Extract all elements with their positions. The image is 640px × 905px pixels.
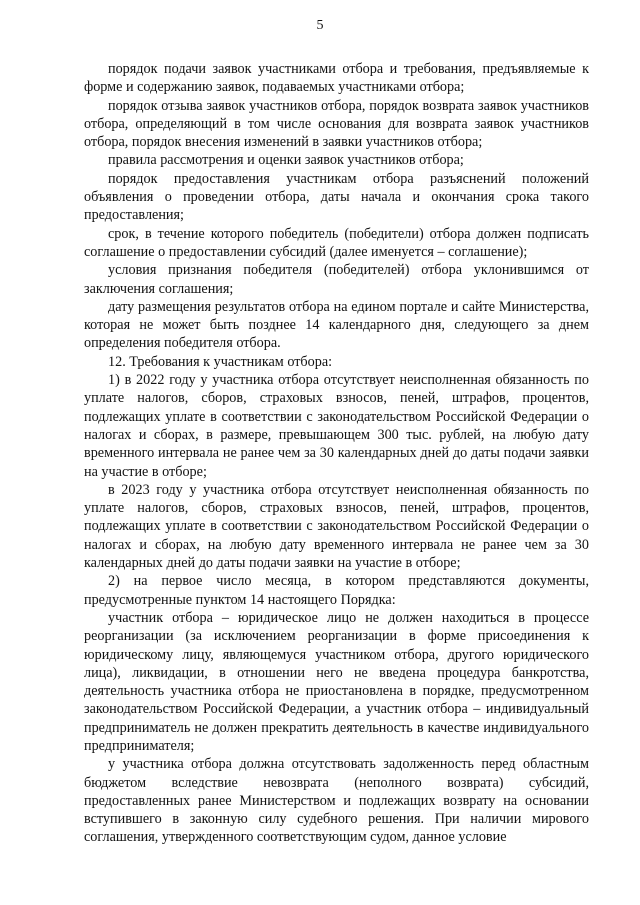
page-number: 5 <box>316 18 324 33</box>
paragraph-requirement-first-day: 2) на первое число месяца, в котором представляются документы, предусмотренные пунктом 14 настоящего Порядка: <box>84 573 589 608</box>
paragraph-review-rules: правила рассмотрения и оценки заявок участников отбора; <box>108 152 464 169</box>
paragraph-application-procedure: порядок подачи заявок участниками отбора и требования, предъявляемые к форме и содержанию заявок, подаваемых участниками отбора; <box>84 61 589 96</box>
paragraph-signing-deadline: срок, в течение которого победитель (победители) отбора должен подписать соглашение о предоставлении субсидий (далее именуется – соглашение); <box>84 225 589 260</box>
section-heading-requirements: 12. Требования к участникам отбора: <box>108 353 333 370</box>
paragraph-results-publication: дату размещения результатов отбора на едином портале и сайте Министерства, которая не может быть позднее 14 календарного дня, следующего за днем определения победителя отбора. <box>84 298 589 352</box>
paragraph-requirement-2023: в 2023 году у участника отбора отсутствует неисполненная обязанность по уплате налогов, сборов, страховых взносов, пеней, штрафов, процентов, подлежащих уплате в соответствии с законодательством Российской Федерации о налогах и сборах, на любую дату временного интервала не ранее чем за 30 календарных дней до даты подачи заявки на участие в отборе; <box>84 481 589 572</box>
paragraph-withdrawal-procedure: порядок отзыва заявок участников отбора, порядок возврата заявок участников отбора, определяющий в том числе основания для возврата заявок участников отбора, порядок внесения изменений в заявки участников отбора; <box>84 97 589 151</box>
document-body <box>84 60 589 847</box>
paragraph-legal-entity-status: участник отбора – юридическое лицо не должен находиться в процессе реорганизации (за исключением реорганизации в форме присоединения к юридическому лицу, являющемуся участником отбора, другого юридического лица), ликвидации, в отношении него не введена процедура банкротства, деятельность участника отбора не приостановлена в порядке, предусмотренном законодательством Российской Федерации, а участник отбора – индивидуальный предприниматель не должен прекратить деятельность в качестве индивидуального предпринимателя; <box>84 609 589 754</box>
paragraph-clarifications: порядок предоставления участникам отбора разъяснений положений объявления о проведении отбора, даты начала и окончания срока такого предоставления; <box>84 170 589 224</box>
paragraph-requirement-2022: 1) в 2022 году у участника отбора отсутствует неисполненная обязанность по уплате налогов, сборов, страховых взносов, пеней, штрафов, процентов, подлежащих уплате в соответствии с законодательством Российской Федерации о налогах и сборах, в размере, превышающем 300 тыс. рублей, на любую дату временного интервала не ранее чем за 30 календарных дней до даты подачи заявки на участие в отборе; <box>84 372 589 480</box>
paragraph-evasion-conditions: условия признания победителя (победителей) отбора уклонившимся от заключения соглашения; <box>84 262 589 297</box>
paragraph-budget-debt: у участника отбора должна отсутствовать задолженность перед областным бюджетом вследствие невозврата (неполного возврата) субсидий, предоставленных ранее Министерством и подлежащих возврату на основании вступившего в законную силу судебного решения. При наличии мирового соглашения, утвержденного соответствующим судом, данное условие <box>84 756 589 846</box>
